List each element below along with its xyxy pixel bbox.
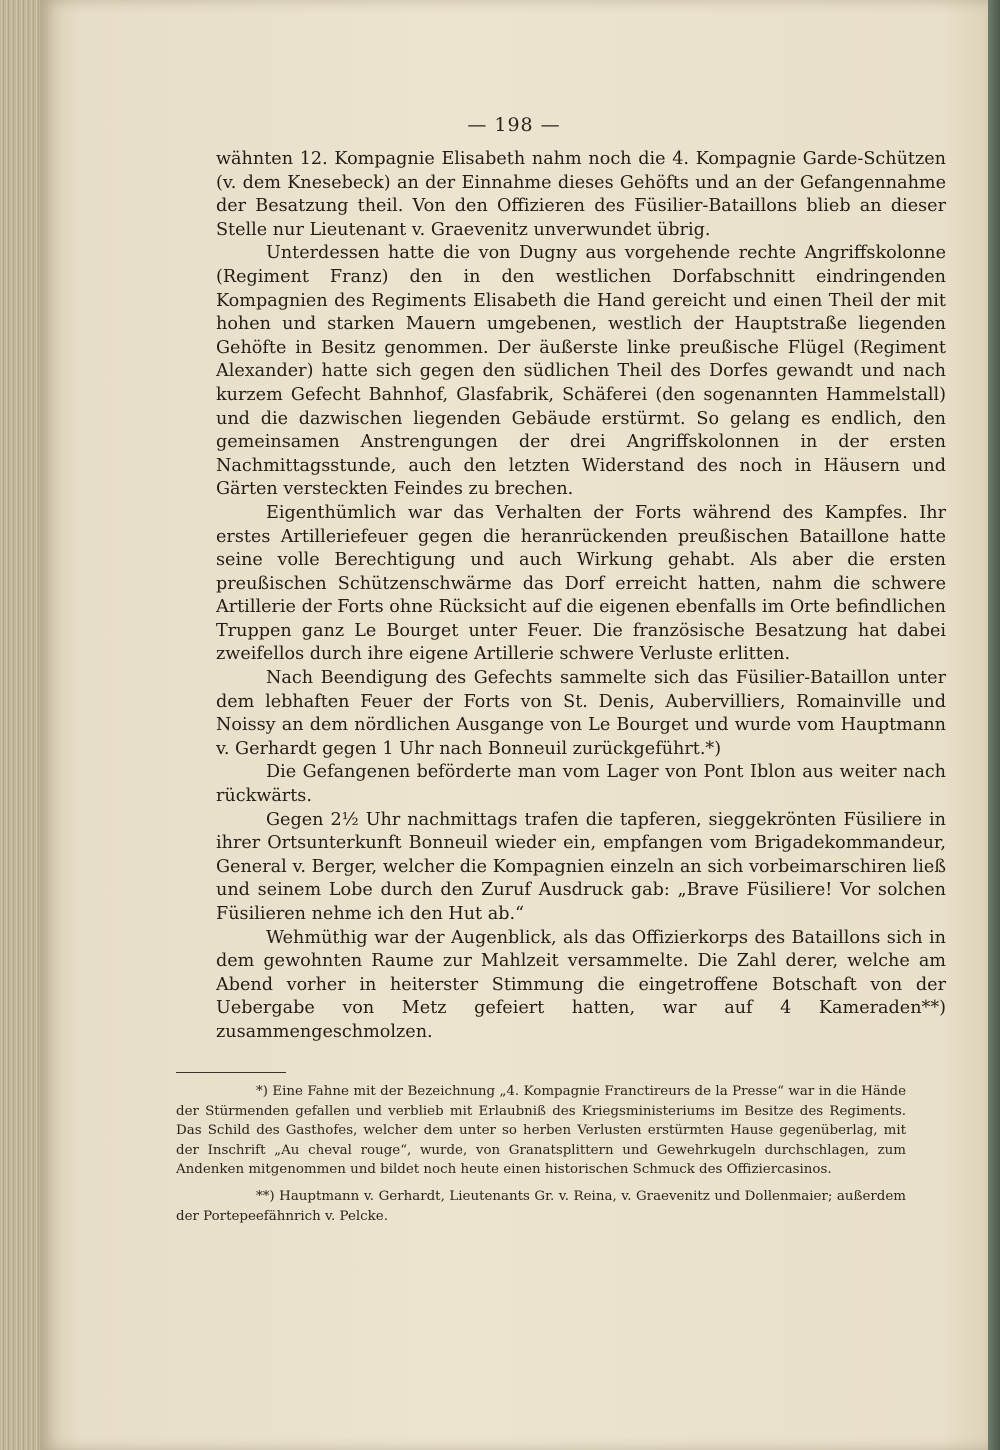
footnote-divider — [176, 1072, 286, 1073]
footnotes — [176, 1082, 906, 1233]
body-text — [216, 148, 946, 1045]
paragraph: wähnten 12. Kompagnie Elisabeth nahm noch die 4. Kompagnie Garde-Schützen (v. dem Knesebeck) an der Einnahme dieses Gehöfts und an der Gefangennahme der Besatzung theil. Von den Offizieren des Füsilier-Bataillons blieb an dieser Stelle nur Lieutenant v. Graevenitz unverwundet übrig. — [216, 149, 946, 240]
paragraph: Die Gefangenen beförderte man vom Lager von Pont Iblon aus weiter nach rückwärts. — [216, 762, 946, 807]
paragraph: Gegen 2½ Uhr nachmittags trafen die tapferen, sieggekrönten Füsiliere in ihrer Ortsunterkunft Bonneuil wieder ein, empfangen vom Brigadekommandeur, General v. Berger, welcher die Kompagnien einzeln an sich vorbeimarschiren ließ und seinem Lobe durch den Zuruf Ausdruck gab: „Brave Füsiliere! Vor solchen Füsilieren nehme ich den Hut ab.“ — [216, 809, 946, 924]
paragraph: Eigenthümlich war das Verhalten der Forts während des Kampfes. Ihr erstes Artilleriefeuer gegen die heranrückenden preußischen Bataillone hatte seine volle Berechtigung und auch Wirkung gehabt. Als aber die ersten preußischen Schützenschwärme das Dorf erreicht hatten, nahm die schwere Artillerie der Forts ohne Rücksicht auf die eigenen ebenfalls im Orte befindlichen Truppen ganz Le Bourget unter Feuer. Die französische Besatzung hat dabei zweifellos durch ihre eigene Artillerie schwere Verluste erlitten. — [216, 502, 946, 665]
paragraph: Unterdessen hatte die von Dugny aus vorgehende rechte Angriffskolonne (Regiment Franz) den in den westlichen Dorfabschnitt eindringenden Kompagnien des Regiments Elisabeth die Hand gereicht und einen Theil der mit hohen und starken Mauern umgebenen, westlich der Hauptstraße liegenden Gehöfte in Besitz genommen. Der äußerste linke preußische Flügel (Regiment Alexander) hatte sich gegen den südlichen Theil des Dorfes gewandt und nach kurzem Gefecht Bahnhof, Glasfabrik, Schäferei (den sogenannten Hammelstall) und die dazwischen liegenden Gebäude erstürmt. So gelang es endlich, den gemeinsamen Anstrengungen der drei Angriffskolonnen in der ersten Nachmittagsstunde, auch den letzten Widerstand des noch in Häusern und Gärten versteckten Feindes zu brechen. — [216, 243, 946, 500]
book-cover-edge — [988, 0, 1000, 1450]
paragraph: Nach Beendigung des Gefechts sammelte sich das Füsilier-Bataillon unter dem lebhaften Feuer der Forts von St. Denis, Aubervilliers, Romainville und Noissy an dem nördlichen Ausgange von Le Bourget und wurde vom Hauptmann v. Gerhardt gegen 1 Uhr nach Bonneuil zurückgeführt.*) — [216, 668, 946, 759]
footnote: **) Hauptmann v. Gerhardt, Lieutenants Gr. v. Reina, v. Graevenitz und Dollenmaier; außerdem der Portepeefähnrich v. Pelcke. — [176, 1188, 906, 1224]
paragraph: Wehmüthig war der Augenblick, als das Offizierkorps des Bataillons sich in dem gewohnten Raume zur Mahlzeit versammelte. Die Zahl derer, welche am Abend vorher in heiterster Stimmung die eingetroffene Botschaft von der Uebergabe von Metz gefeiert hatten, war auf 4 Kameraden**) zusammengeschmolzen. — [216, 927, 946, 1042]
book-page-edges — [0, 0, 40, 1450]
page-number: — 198 — — [467, 114, 561, 136]
footnote: *) Eine Fahne mit der Bezeichnung „4. Kompagnie Franctireurs de la Presse“ war in die Hände der Stürmenden gefallen und verblieb mit Erlaubniß des Kriegsministeriums im Besitze des Regiments. Das Schild des Gasthofes, welcher dem unter so herben Verlusten erstürmten Hause gegenüberlag, mit der Inschrift „Au cheval rouge“, wurde, von Granatsplittern und Gewehrkugeln durchschlagen, zum Andenken mitgenommen und bildet noch heute einen historischen Schmuck des Offiziercasinos. — [176, 1084, 906, 1178]
